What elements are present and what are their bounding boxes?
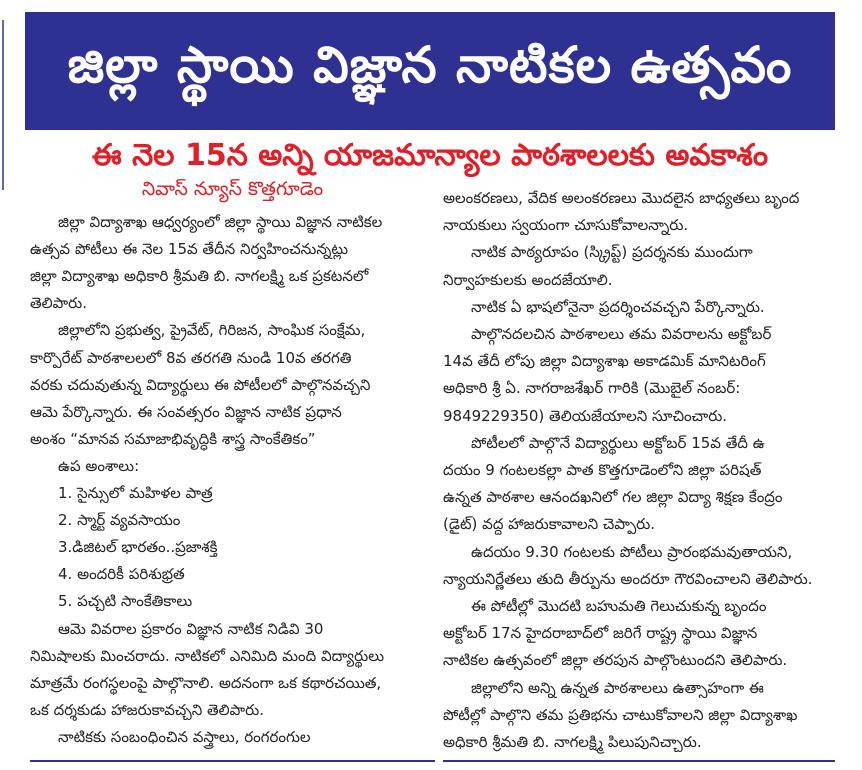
article-text-line: తెలిపారు. [30, 294, 87, 313]
article-text-line: వరకు చదువుతున్న విద్యార్థులు ఈ పోటీలలో పాల్గొనవచ్చని [30, 375, 371, 394]
subtopic-list-item: 3.డిజిటల్ భారతం..ప్రజాశక్తి [58, 538, 218, 557]
article-text-line: అంశం “మానవ సమాజాభివృద్ధికి శాస్త్ర సాంకేతికం” [30, 429, 316, 448]
article-text-line: నాయకులు స్వయంగా చూసుకోవాలన్నారు. [443, 216, 689, 235]
article-text-line: నిమిషాలకు మించరాదు. నాటికలో ఎనిమిది మంది విద్యార్థులు [30, 646, 385, 665]
side-rule [2, 20, 4, 190]
article-text-line: ఆమె వివరాల ప్రకారం విజ్ఞాన నాటిక నిడివి 30 [58, 619, 324, 638]
article-text-line: అక్టోబర్ 17న హైదరాబాద్‌లో జరిగే రాష్ట్ర స్థాయి విజ్ఞాన [443, 624, 758, 643]
article-text-line: ఒక దర్శకుడు హాజరుకావచ్చని తెలిపారు. [30, 700, 264, 719]
article-text-line: నాటికకు సంబంధించిన వస్త్రాలు, రంగరంగుల [58, 727, 311, 746]
subtopic-list-item: 5. పచ్చటి సాంకేతికాలు [58, 592, 193, 611]
article-text-line: నాటిక ఏ భాషలోనైనా ప్రదర్శించవచ్చని పేర్కొన్నారు. [471, 297, 765, 316]
article-text-line: ఉన్నత పాఠశాల ఆనందఖనిలో గల జిల్లా విద్యా శిక్షణ కేంద్రం [443, 488, 783, 507]
article-text-line: జిల్లాలోని ప్రభుత్వ, ప్రైవేట్, గిరిజన, సాంఘిక సంక్షేమ, [58, 321, 366, 340]
article-text-line: కార్పొరేట్ పాఠశాలలలో 8వ తరగతి నుండి 10వ తరగతి [30, 348, 352, 367]
article-text-line: ఉప అంశాలు: [58, 456, 140, 475]
article-text-line: నాటికల ఉత్సవంలో జిల్లా తరపున పాల్గొంటుందని తెలిపారు. [443, 651, 788, 670]
subtopic-list-item: 2. స్మార్ట్ వ్యవసాయం [58, 511, 181, 530]
column-bottom-rule-left [30, 760, 435, 762]
byline: నివాస్ న్యూస్ కొత్తగూడెం [141, 178, 324, 200]
article-text-line: న్యాయనిర్ణేతలు తుది తీర్పును అందరూ గౌరవించాలని తెలిపారు. [443, 569, 813, 588]
article-text-line: దయం 9 గంటలకల్లా పాత కొత్తగూడెంలోని జిల్లా పరిషత్ [443, 461, 762, 479]
subtopic-list-item: 1. సైన్సులో మహిళల పాత్ర [58, 484, 213, 502]
article-text-line: నాటిక పాఠ్యరూపం (స్క్రిప్ట్) ప్రదర్శనకు ముందుగా [471, 243, 753, 262]
article-text-line: 9849229350) తెలియజేయాలని సూచించారు. [443, 406, 728, 425]
article-text-line: (డైట్) వద్ద హాజరుకావాలని చెప్పారు. [443, 515, 656, 534]
article-text-line: మాత్రమే రంగస్థలంపై పాల్గొనాలి. అదనంగా ఒక కథారచయిత, [30, 673, 382, 692]
article-text-line: ఉత్సవ పోటీలు ఈ నెల 15వ తేదీన నిర్వహించనున్నట్లు [30, 240, 349, 259]
article-text-line: పోటీలలో పాల్గొనే విద్యార్థులు అక్టోబర్ 15వ తేదీ ఉ [471, 433, 765, 452]
article-text-line: అధికారి శ్రీమతి బి. నాగలక్ష్మి పిలుపునిచ్చారు. [443, 733, 702, 751]
article-text-line: 14వ తేదీ లోపు జిల్లా విద్యాశాఖ అకాడమిక్ మానిటరింగ్ [443, 352, 766, 371]
article-text-line: నిర్వాహకులకు అందజేయాలి. [443, 270, 613, 289]
article-text-line: ఆమె పేర్కొన్నారు. ఈ సంవత్సరం విజ్ఞాన నాటిక ప్రధాన [30, 402, 342, 421]
article-text-line: పోటీల్లో పాల్గొని తమ ప్రతిభను చాటుకోవాలని జిల్లా విద్యాశాఖ [443, 705, 798, 724]
column-bottom-rule-right [443, 760, 835, 762]
subheadline: ఈ నెల 15న అన్ని యాజమాన్యాల పాఠశాలలకు అవకాశం [91, 138, 769, 173]
headline-banner [25, 12, 835, 130]
article-text-line: అలంకరణలు, వేదిక అలంకరణలు మొదలైన బాధ్యతలు బృంద [443, 189, 800, 207]
article-text-line: ఈ పోటీల్లో మొదటి బహుమతి గెలుచుకున్న బృందం [471, 597, 767, 615]
headline: జిల్లా స్థాయి విజ్ఞాన నాటికల ఉత్సవం [67, 35, 793, 94]
article-text-line: జిల్లా విద్యాశాఖ అధికారి శ్రీమతి బి. నాగలక్ష్మి ఒక ప్రకటనలో [30, 267, 369, 286]
article-text-line: అధికారి శ్రీ ఏ. నాగరాజశేఖర్ గారికి (మొబైల్ నంబర్: [443, 379, 741, 398]
article-text-line: ఉదయం 9.30 గంటలకు పోటీలు ప్రారంభమవుతాయని, [471, 542, 793, 561]
subtopic-list-item: 4. అందరికీ పరిశుభ్రత [58, 565, 185, 584]
article-text-line: జిల్లాలోని అన్ని ఉన్నత పాఠశాలలు ఉత్సాహంగా ఈ [471, 678, 764, 697]
article-text-line: జిల్లా విద్యాశాఖ ఆధ్వర్యంలో జిల్లా స్థాయి విజ్ఞాన నాటికల [58, 213, 383, 231]
article-text-line: పాల్గొనదలచిన పాఠశాలలు తమ వివరాలను అక్టోబర్ [471, 325, 772, 343]
